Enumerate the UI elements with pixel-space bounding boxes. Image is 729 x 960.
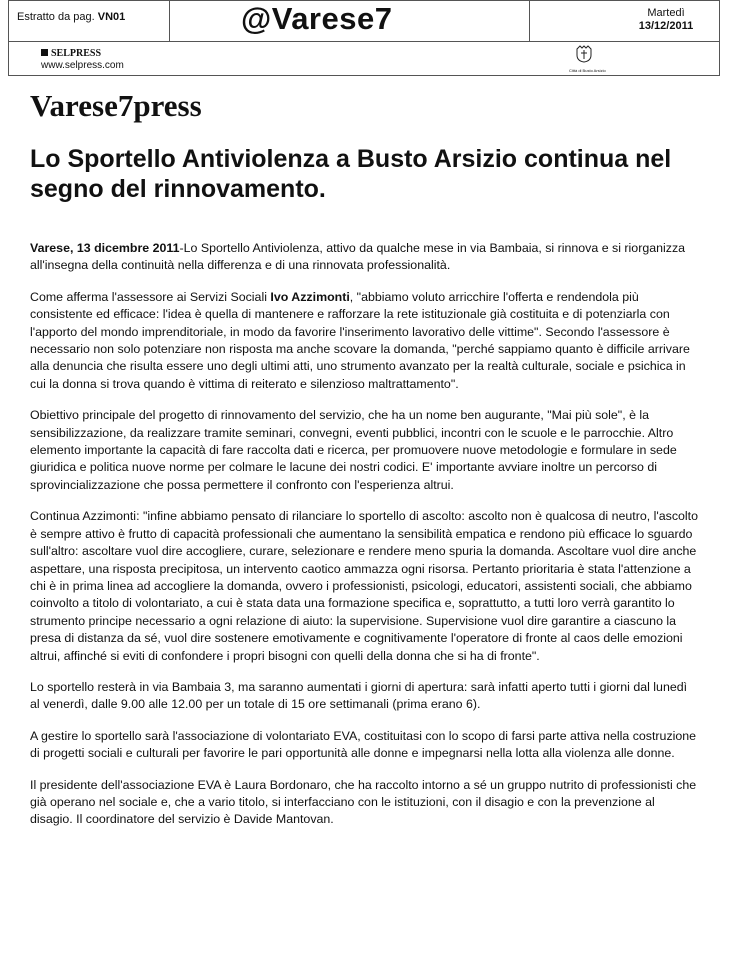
paragraph (30, 289, 698, 393)
issue-weekday: Martedì (647, 7, 685, 19)
masthead: Varese7press (30, 88, 202, 123)
extract-label: Estratto da pag. (17, 11, 95, 23)
paragraph-text: Come afferma l'assessore ai Servizi Sociali (30, 289, 271, 304)
paragraph: Obiettivo principale del progetto di rinnovamento del servizio, che ha un nome ben augurante, "Mai più sole", è la sensibilizzazione, da realizzare tramite seminari, convegni, eventi pubblici, incontri con le scuole e le parrocchie. Altro elemento importante la capacità di fare raccolta dati e ricerca, per promuovere nuove metodologie e formulare in sede giuridica e politica nuove norme per colmare le lacune dei nostri codici. E' importante avviare inoltre un percorso di sprovincializzazione che possa permettere il confronto con l'esperienza altrui. (30, 408, 677, 492)
paragraph: Continua Azzimonti: "infine abbiamo pensato di rilanciare lo sportello di ascolto: ascolto non è qualcosa di neutro, l'ascolto è sempre attivo è frutto di capacità professionali che aumentano la sensibilità empatica e rendono più efficace lo sguardo sull'altro: ascoltare vuol dire accogliere, curare, selezionare e rendere meno spuria la domanda. Ascoltare vuol dire anche aspettare, una risposta precipitosa, un intervento caotico ammazza ogni risorsa. Pertanto prioritaria è stata l'attenzione a chi è in prima linea ad accogliere la domanda, ovvero i professionisti, psicologi, educatori, assistenti sociali, che abbiamo coinvolto a titolo di volontariato, a cui è stata data una formazione specifica e, soprattutto, a tutti loro verrà garantito lo strumento principe necessario a ogni relazione di aiuto: la supervisione. Supervisione vuol dire garantire a ciascuno la presa di distanza da sé, vuol dire sostenere emotivamente e cognitivamente l'operatore di fronte al caos delle emozioni altrui, affinché si eviti di confondere i propri bisogni con quelli della donna che si ha di fronte". (30, 509, 698, 663)
header-divider (9, 41, 719, 42)
paragraph: A gestire lo sportello sarà l'associazione di volontariato EVA, costituitasi con lo scopo di farsi parte attiva nella costruzione di progetti sociali e culturali per favorire le pari opportunità alle donne e impegnarsi nella lotta alla violenza alle donne. (30, 728, 697, 761)
issue-date-value: 13/12/2011 (638, 20, 694, 32)
header-divider (169, 1, 170, 41)
headline: Lo Sportello Antiviolenza a Busto Arsizio continua nel segno del rinnovamento. (30, 145, 672, 203)
selpress-square-icon (41, 49, 48, 56)
crest-shape (575, 45, 593, 63)
dateline: Varese, 13 dicembre 2011 (30, 241, 180, 255)
selpress-name: SELPRESS (51, 48, 102, 59)
paragraph (30, 240, 698, 275)
issue-date (621, 7, 711, 33)
selpress-logo (41, 48, 124, 72)
publication-name: @Varese7 (241, 1, 393, 36)
person-name: Ivo Azzimonti (270, 289, 350, 304)
paragraph: Lo sportello resterà in via Bambaia 3, ma saranno aumentati i giorni di apertura: sarà infatti aperto tutti i giorni dal lunedì al venerdì, dalle 9.00 alle 12.00 per un totale di 15 ore settimanali (prima erano 6). (30, 679, 688, 712)
paragraph-text: -Lo Sportello Antiviolenza, attivo da qualche mese in via Bambaia, si rinnova e si riorganizza all'insegna della continuità nella differenza e di una rinnovata professionalità. (30, 241, 686, 273)
paragraph: Il presidente dell'associazione EVA è Laura Bordonaro, che ha raccolto intorno a sé un gruppo nutrito di professionisti che già operano nel sociale e, che a vario titolo, si interfacciano con le istituzioni, con il disagio e con la prevenzione al disagio. Il coordinatore del servizio è Davide Mantovan. (30, 777, 697, 827)
crest-label: Città di Busto Arsizio (569, 68, 606, 73)
header-divider (529, 1, 530, 41)
article-body (30, 240, 698, 843)
paragraph-text: , "abbiamo voluto arricchire l'offerta e rendendola più consistente ed efficace: l'idea è quella di mantenere e rafforzare la rete istituzionale già costituita e di potenziarla con l'apporto del mondo imprenditoriale, in modo da favorire l'inserimento lavorativo delle vittime". Secondo l'assessore è necessario non solo potenziare non risposta ma anche scovare la domanda, "perché sappiamo quanto è difficile arrivare alla denuncia che risulta essere uno degli ultimi atti, uno strumento avanzato per la realtà culturale, sociale e psichica in cui la donna si trova quando è vittima di reiterato e silenzioso maltrattamento". (30, 289, 690, 391)
city-crest-icon (569, 45, 606, 73)
selpress-url: www.selpress.com (41, 60, 124, 71)
extract-page: VN01 (97, 11, 126, 23)
press-clipping-header (8, 0, 720, 76)
extract-page-info (17, 11, 125, 23)
